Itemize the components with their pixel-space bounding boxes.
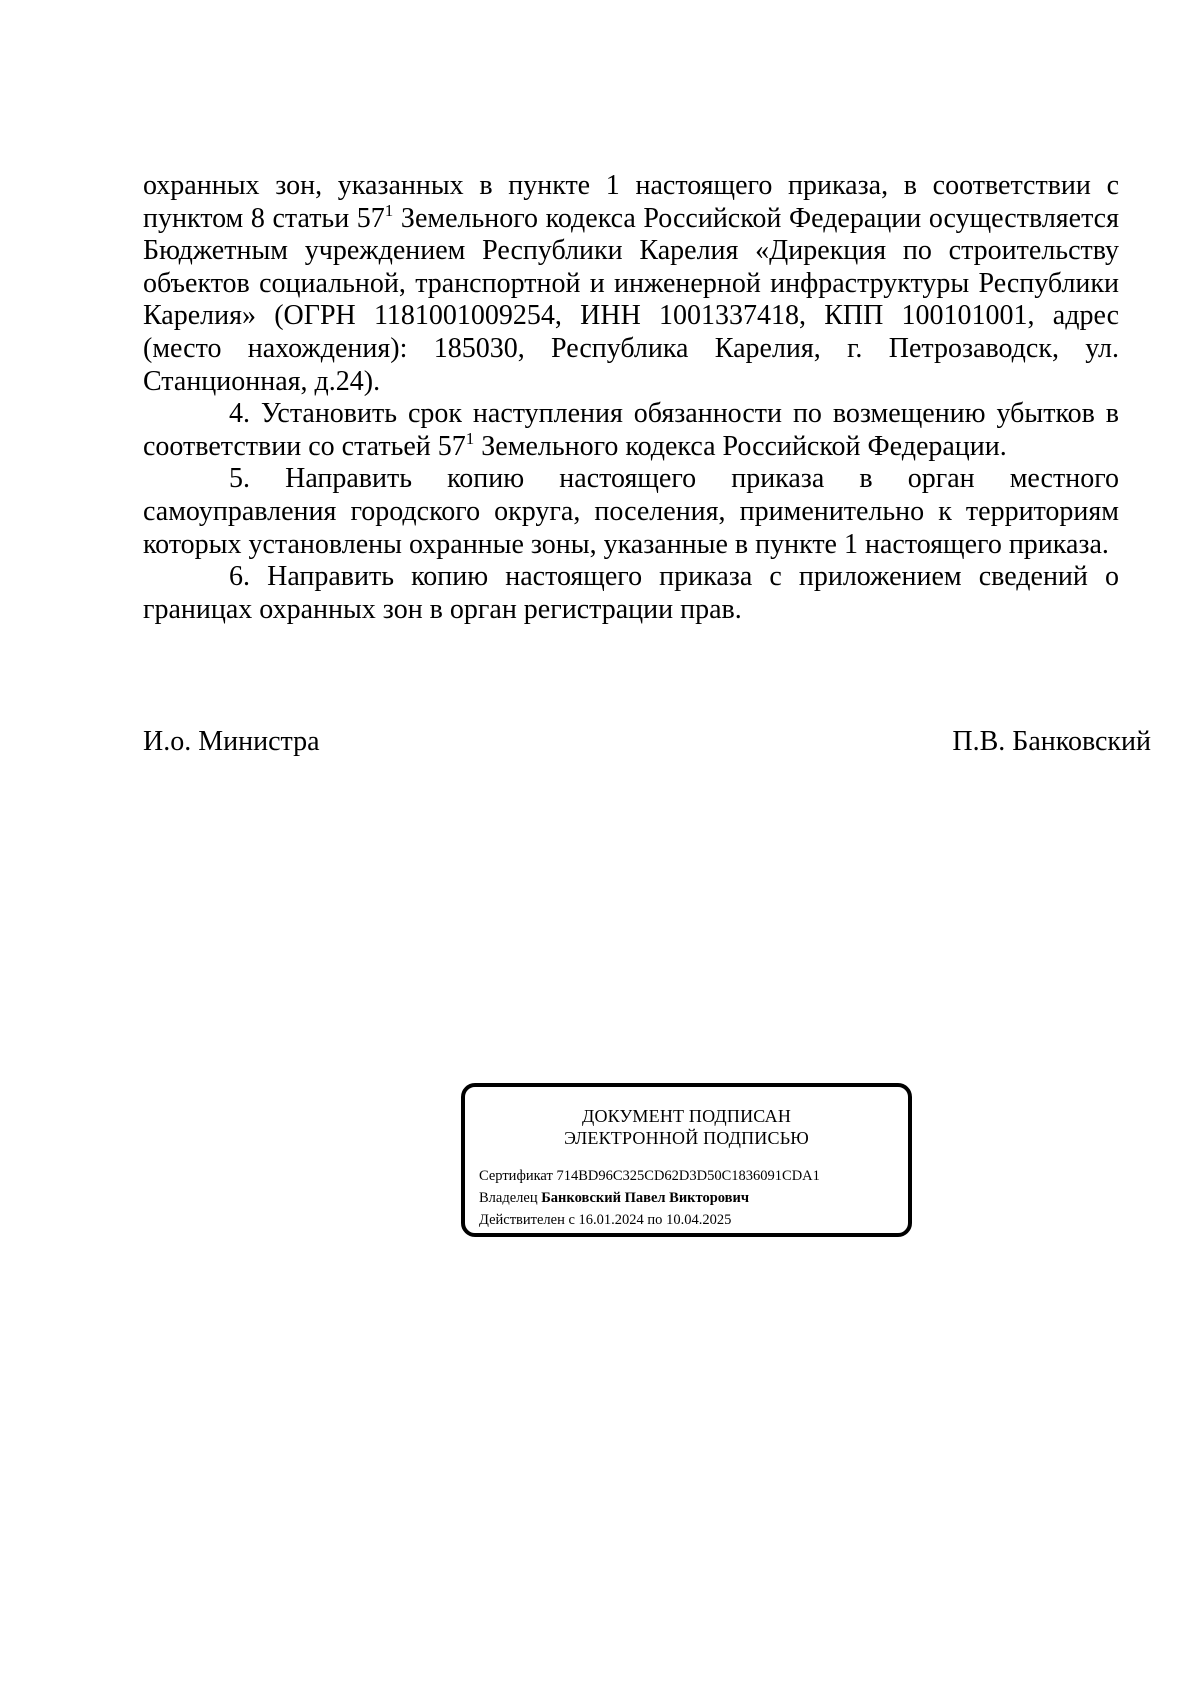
certificate-label: Сертификат [479,1168,553,1184]
stamp-title-line-1: ДОКУМЕНТ ПОДПИСАН [581,1106,792,1126]
paragraph-3-continuation [143,170,1119,398]
valid-from-date: 16.01.2024 [578,1212,644,1228]
stamp-owner-row [479,1187,820,1209]
stamp-details [479,1165,820,1231]
valid-to-label: по [647,1212,663,1228]
stamp-validity-row [479,1209,820,1231]
valid-to-date: 10.04.2025 [666,1212,732,1228]
paragraph-text: 4. Установить срок наступления обязанности по возмещению убытков в соответствии со статьей 57 [143,398,1119,462]
owner-value: Банковский Павел Викторович [541,1190,750,1206]
document-body [143,170,1119,626]
certificate-value: 714BD96C325CD62D3D50C1836091CDA1 [556,1168,820,1184]
paragraph-4 [143,398,1119,463]
valid-label: Действителен [479,1212,565,1228]
owner-label: Владелец [479,1190,538,1206]
electronic-signature-stamp [461,1083,912,1237]
paragraph-text: Земельного кодекса Российской Федерации. [474,430,1007,462]
paragraph-text: охранных зон, указанных в пункте 1 настоящего приказа, в соответствии с пунктом 8 статьи 57 [143,170,1119,234]
paragraph-text: Земельного кодекса Российской Федерации осуществляется Бюджетным учреждением Республики Карелия «Дирекция по строительству объектов социальной, транспортной и инженерной инфраструктуры Республики Карелия» (ОГРН 1181001009254, ИНН 1001337418, КПП 100101001, адрес (место нахождения): 185030, Республика Карелия, г. Петрозаводск, ул. Станционная, д.24). [143,202,1119,397]
signatory-role: И.о. Министра [143,726,320,757]
superscript: 1 [384,200,394,220]
stamp-certificate-row [479,1165,820,1187]
paragraph-6: 6. Направить копию настоящего приказа с приложением сведений о границах охранных зон в орган регистрации прав. [143,561,1119,625]
stamp-title [465,1105,908,1149]
paragraph-5: 5. Направить копию настоящего приказа в орган местного самоуправления городского округа, поселения, применительно к территориям которых установлены охранные зоны, указанные в пункте 1 настоящего приказа. [143,463,1119,560]
superscript: 1 [465,428,475,448]
signatory-name: П.В. Банковский [952,726,1151,757]
stamp-title-line-2: ЭЛЕКТРОННОЙ ПОДПИСЬЮ [564,1128,809,1148]
valid-from-label: с [568,1212,575,1228]
